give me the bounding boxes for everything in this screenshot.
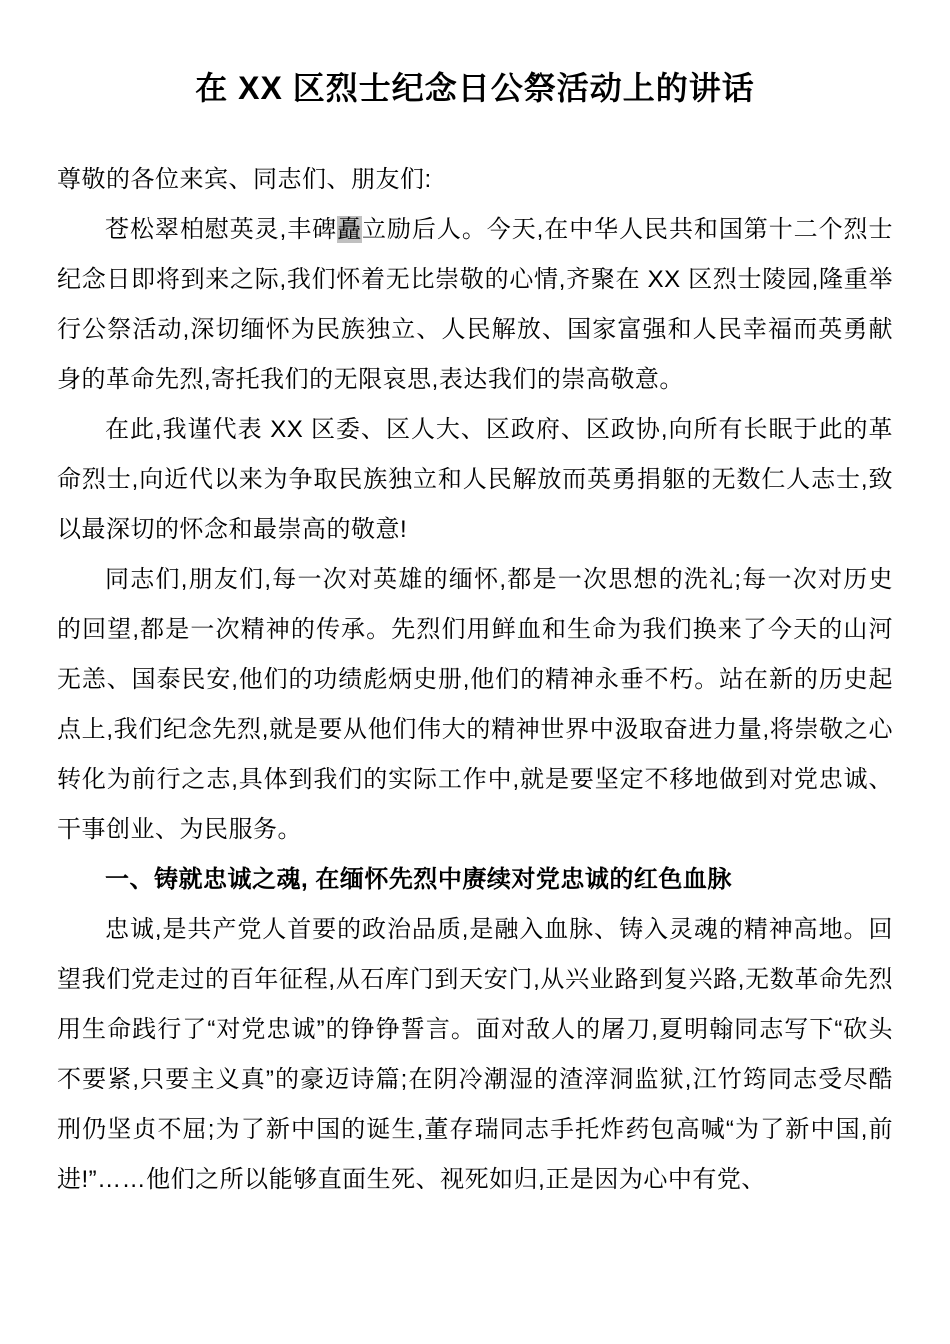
paragraph-3: 同志们,朋友们,每一次对英雄的缅怀,都是一次思想的洗礼;每一次对历史的回望,都是一次精神的传承。先烈们用鲜血和生命为我们换来了今天的山河无恙、国泰民安,他们的功绩彪炳史册,他们的精神永垂不朽。站在新的历史起点上,我们纪念先烈,就是要从他们伟大的精神世界中汲取奋进力量,将崇敬之心转化为前行之志,具体到我们的实际工作中,就是要坚定不移地做到对党忠诚、干事创业、为民服务。 <box>57 566 893 843</box>
paragraph-1-text-before: 苍松翠柏慰英灵,丰碑 <box>105 216 338 243</box>
paragraph-1 <box>57 205 893 405</box>
paragraph-1-text-after: 立励后人。今天,在中华人民共和国第十二个烈士纪念日即将到来之际,我们怀着无比崇敬的心情,齐聚在 XX 区烈士陵园,隆重举行公祭活动,深切缅怀为民族独立、人民解放、国家富强和人民幸福而英勇献身的革命先烈,寄托我们的无限哀思,表达我们的崇高敬意。 <box>57 216 894 393</box>
salutation-line: 尊敬的各位来宾、同志们、朋友们: <box>57 166 432 193</box>
section-1-heading: 一、铸就忠诚之魂, 在缅怀先烈中赓续对党忠诚的红色血脉 <box>105 866 732 893</box>
document-title: 在 XX 区烈士纪念日公祭活动上的讲话 <box>195 70 755 106</box>
highlighted-character: 矗 <box>337 216 363 243</box>
paragraph-4: 忠诚,是共产党人首要的政治品质,是融入血脉、铸入灵魂的精神高地。回望我们党走过的百年征程,从石库门到天安门,从兴业路到复兴路,无数革命先烈用生命践行了“对党忠诚”的铮铮誓言。面对敌人的屠刀,夏明翰同志写下“砍头不要紧,只要主义真”的豪迈诗篇;在阴冷潮湿的渣滓洞监狱,江竹筠同志受尽酷刑仍坚贞不屈;为了新中国的诞生,董存瑞同志手托炸药包高喊“为了新中国,前进!”……他们之所以能够直面生死、视死如归,正是因为心中有党、 <box>57 916 893 1193</box>
paragraph-2: 在此,我谨代表 XX 区委、区人大、区政府、区政协,向所有长眠于此的革命烈士,向近代以来为争取民族独立和人民解放而英勇捐躯的无数仁人志士,致以最深切的怀念和最崇高的敬意! <box>57 416 893 543</box>
